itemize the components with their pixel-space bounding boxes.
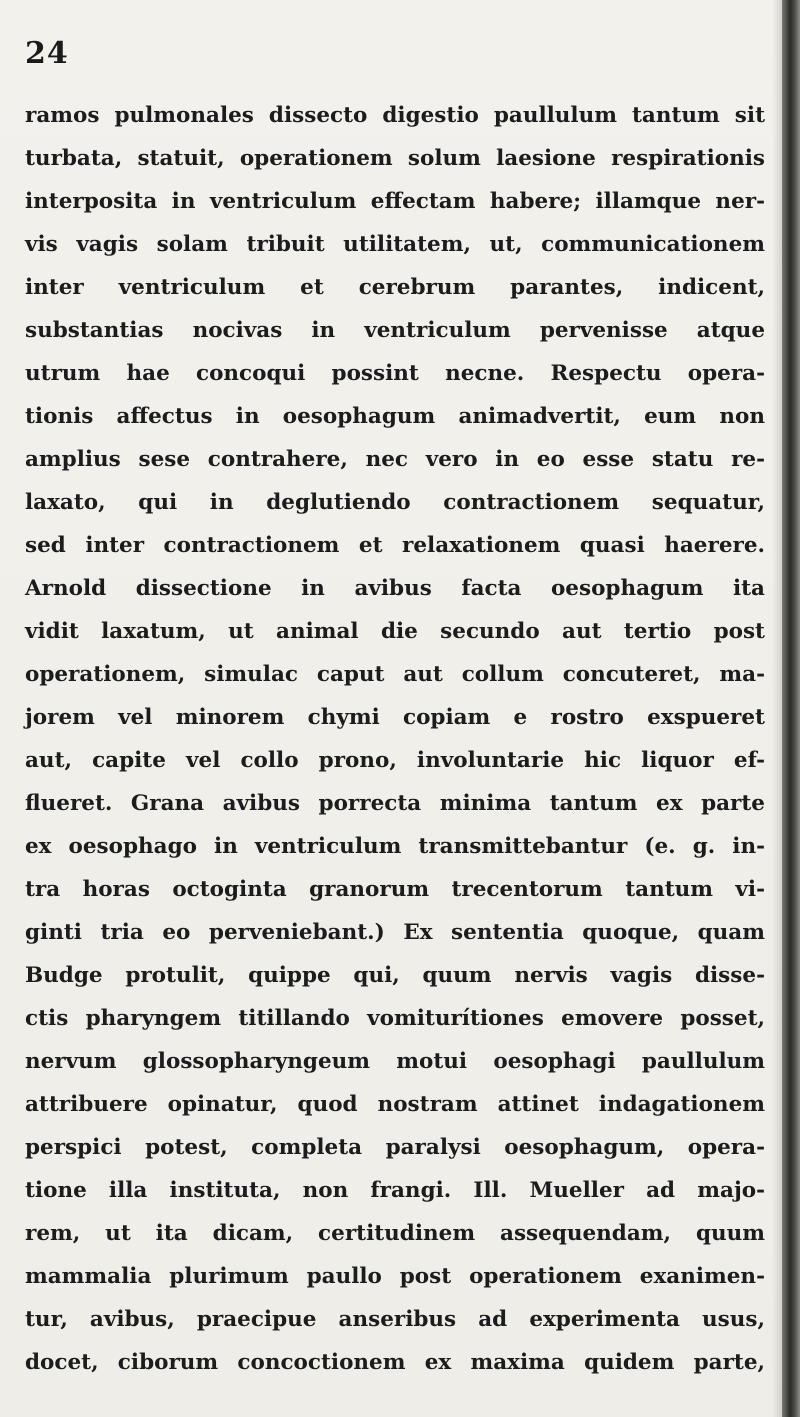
text-line: ex oesophago in ventriculum transmittebantur (e. g. in- <box>25 834 765 859</box>
text-line: vidit laxatum, ut animal die secundo aut tertio post <box>25 619 765 644</box>
page-number: 24 <box>25 36 69 71</box>
text-line: tur, avibus, praecipue anseribus ad experimenta usus, <box>25 1307 765 1332</box>
text-line: tionis affectus in oesophagum animadvertit, eum non <box>25 404 765 429</box>
text-line: attribuere opinatur, quod nostram attinet indagationem <box>25 1092 765 1117</box>
text-line: ctis pharyngem titillando vomiturítiones emovere posset, <box>25 1006 765 1031</box>
text-line: ginti tria eo perveniebant.) Ex sententia quoque, quam <box>25 920 765 945</box>
text-line: utrum hae concoqui possint necne. Respectu opera- <box>25 361 765 386</box>
text-line: substantias nocivas in ventriculum pervenisse atque <box>25 318 765 343</box>
text-line: Budge protulit, quippe qui, quum nervis vagis disse- <box>25 963 765 988</box>
text-line: turbata, statuit, operationem solum laesione respirationis <box>25 146 765 171</box>
text-line: mammalia plurimum paullo post operationem exanimen- <box>25 1264 765 1289</box>
text-line: aut, capite vel collo prono, involuntarie hic liquor ef- <box>25 748 765 773</box>
text-line: sed inter contractionem et relaxationem quasi haerere. <box>25 533 765 558</box>
text-line: vis vagis solam tribuit utilitatem, ut, communicationem <box>25 232 765 257</box>
text-line: laxato, qui in deglutiendo contractionem sequatur, <box>25 490 765 515</box>
text-line: rem, ut ita dicam, certitudinem assequendam, quum <box>25 1221 765 1246</box>
text-line: ramos pulmonales dissecto digestio paullulum tantum sit <box>25 103 765 128</box>
text-line: Arnold dissectione in avibus facta oesophagum ita <box>25 576 765 601</box>
text-line: tra horas octoginta granorum trecentorum tantum vi- <box>25 877 765 902</box>
scanned-page-edge <box>782 0 800 1417</box>
text-line: inter ventriculum et cerebrum parantes, indicent, <box>25 275 765 300</box>
text-line: perspici potest, completa paralysi oesophagum, opera- <box>25 1135 765 1160</box>
text-line: flueret. Grana avibus porrecta minima tantum ex parte <box>25 791 765 816</box>
text-line: nervum glossopharyngeum motui oesophagi paullulum <box>25 1049 765 1074</box>
text-line: jorem vel minorem chymi copiam e rostro exspueret <box>25 705 765 730</box>
text-line: amplius sese contrahere, nec vero in eo esse statu re- <box>25 447 765 472</box>
text-line: docet, ciborum concoctionem ex maxima quidem parte, <box>25 1350 765 1375</box>
text-line: tione illa instituta, non frangi. Ill. Mueller ad majo- <box>25 1178 765 1203</box>
text-line: interposita in ventriculum effectam habere; illamque ner- <box>25 189 765 214</box>
text-line: operationem, simulac caput aut collum concuteret, ma- <box>25 662 765 687</box>
page-edge-shadow <box>772 0 782 1417</box>
